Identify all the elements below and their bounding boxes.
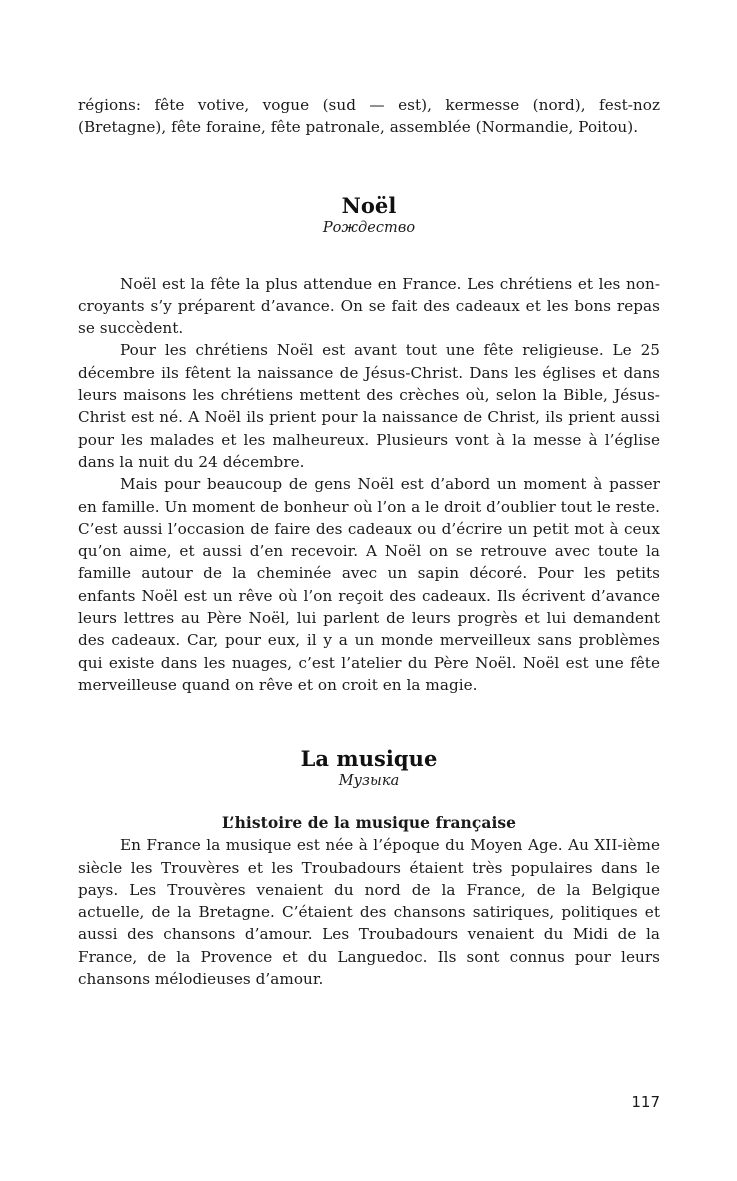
noel-paragraph-1: Noël est la fête la plus attendue en France. Les chrétiens et les non-croyants s’y préparent d’avance. On se fait des cadeaux et les bons repas se succèdent.: [78, 274, 660, 338]
noel-paragraph-3: Mais pour beaucoup de gens Noël est d’abord un moment à passer en famille. Un moment de bonheur où l’on a le droit d’oublier tout le reste. C’est aussi l’occasion de faire des cadeaux ou d’écrire un petit mot à ceux qu’on aime, et aussi d’en recevoir. A Noël on se retrouve avec toute la famille autour de la cheminée avec un sapin décoré. Pour les petits enfants Noël est un rêve où l’on reçoit des cadeaux. Ils écrivent d’avance leurs lettres au Père Noël, lui parlent de leurs progrès et lui demandent des cadeaux. Car, pour eux, il y a un monde merveilleux sans problèmes qui existe dans les nuages, c’est l’atelier du Père Noël. Noël est une fête merveilleuse quand on rêve et on croit en la magie.: [78, 475, 660, 694]
page-number: 117: [631, 1093, 660, 1111]
musique-title: La musique: [300, 746, 438, 772]
noel-subtitle: Рождество: [322, 219, 416, 236]
musique-subtitle: Музыка: [338, 773, 400, 790]
musique-section-header: [78, 746, 660, 790]
noel-paragraph-2: Pour les chrétiens Noël est avant tout une fête religieuse. Le 25 décembre ils fêtent la naissance de Jésus-Christ. Dans les églises et dans leurs maisons les chrétiens mettent des crèches où, selon la Bible, Jésus-Christ est né. A Noël ils prient pour la naissance de Christ, ils prient aussi pour les malades et les malheureux. Plusieurs vont à la messe à l’église dans la nuit du 24 décembre.: [78, 341, 660, 471]
musique-paragraph-1: En France la musique est née à l’époque du Moyen Age. Au XII-ième siècle les Trouvères et les Troubadours étaient très populaires dans le pays. Les Trouvères venaient du nord de la France, de la Belgique actuelle, de la Bretagne. C’étaient des chansons satiriques, politiques et aussi des chansons d’amour. Les Troubadours venaient du Midi de la France, de la Provence et du Languedoc. Ils sont connus pour leurs chansons mélodieuses d’amour.: [78, 836, 660, 989]
musique-subheading: L’histoire de la musique française: [221, 813, 517, 833]
noel-title: Noël: [341, 192, 397, 218]
page-body: [78, 94, 660, 990]
intro-paragraph: régions: fête votive, vogue (sud — est), kermesse (nord), fest-noz (Bretagne), fête foraine, fête patronale, assemblée (Normandie, Poitou).: [78, 96, 660, 137]
noel-section-header: [78, 193, 660, 237]
